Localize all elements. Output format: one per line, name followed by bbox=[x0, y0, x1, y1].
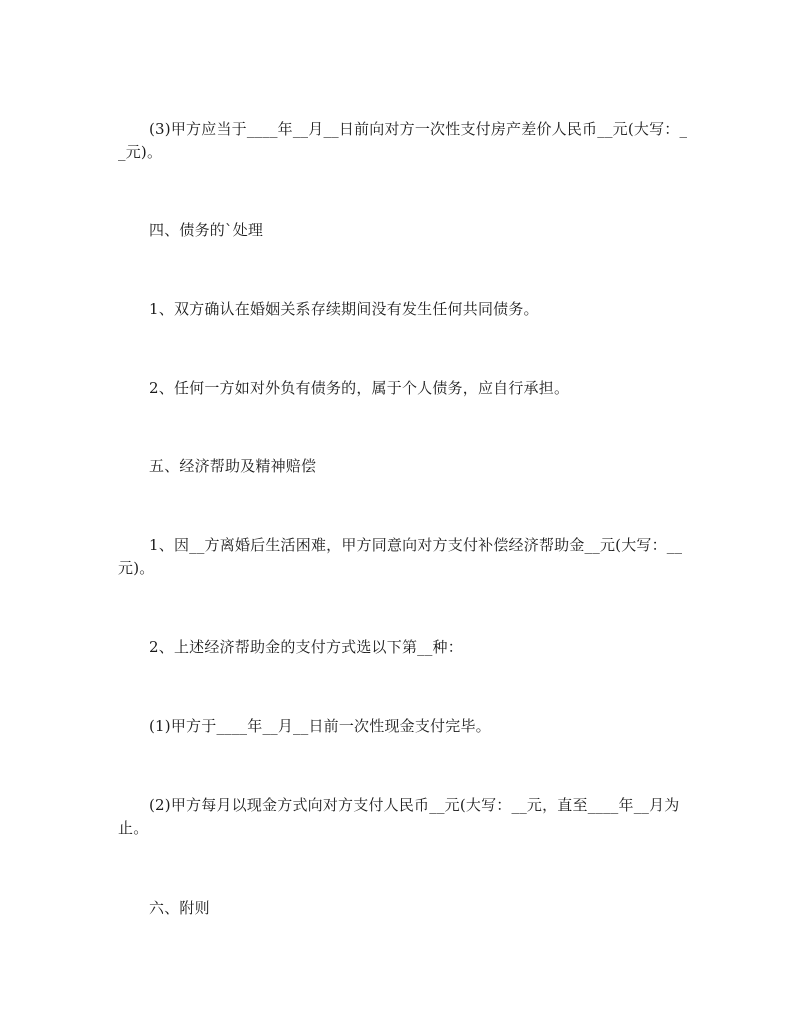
clause-3-house-price-difference: (3)甲方应当于____年__月__日前向对方一次性支付房产差价人民币__元(大写：__元)。 bbox=[118, 120, 688, 161]
clause-debt-2: 2、任何一方如对外负有债务的，属于个人债务，应自行承担。 bbox=[149, 379, 570, 397]
section-5-heading-assistance: 五、经济帮助及精神赔偿 bbox=[149, 457, 317, 475]
option-1-lump-sum: (1)甲方于____年__月__日前一次性现金支付完毕。 bbox=[149, 717, 491, 735]
section-4-heading-debt: 四、债务的`处理 bbox=[149, 221, 264, 239]
option-2-monthly: (2)甲方每月以现金方式向对方支付人民币__元(大写：__元，直至____年__月为止。 bbox=[118, 796, 680, 837]
clause-assistance-1: 1、因__方离婚后生活困难，甲方同意向对方支付补偿经济帮助金__元(大写：__元)。 bbox=[118, 536, 683, 577]
clause-debt-1: 1、双方确认在婚姻关系存续期间没有发生任何共同债务。 bbox=[149, 300, 539, 318]
clause-assistance-2: 2、上述经济帮助金的支付方式选以下第__种： bbox=[149, 638, 463, 656]
section-6-heading-appendix: 六、附则 bbox=[149, 899, 210, 917]
